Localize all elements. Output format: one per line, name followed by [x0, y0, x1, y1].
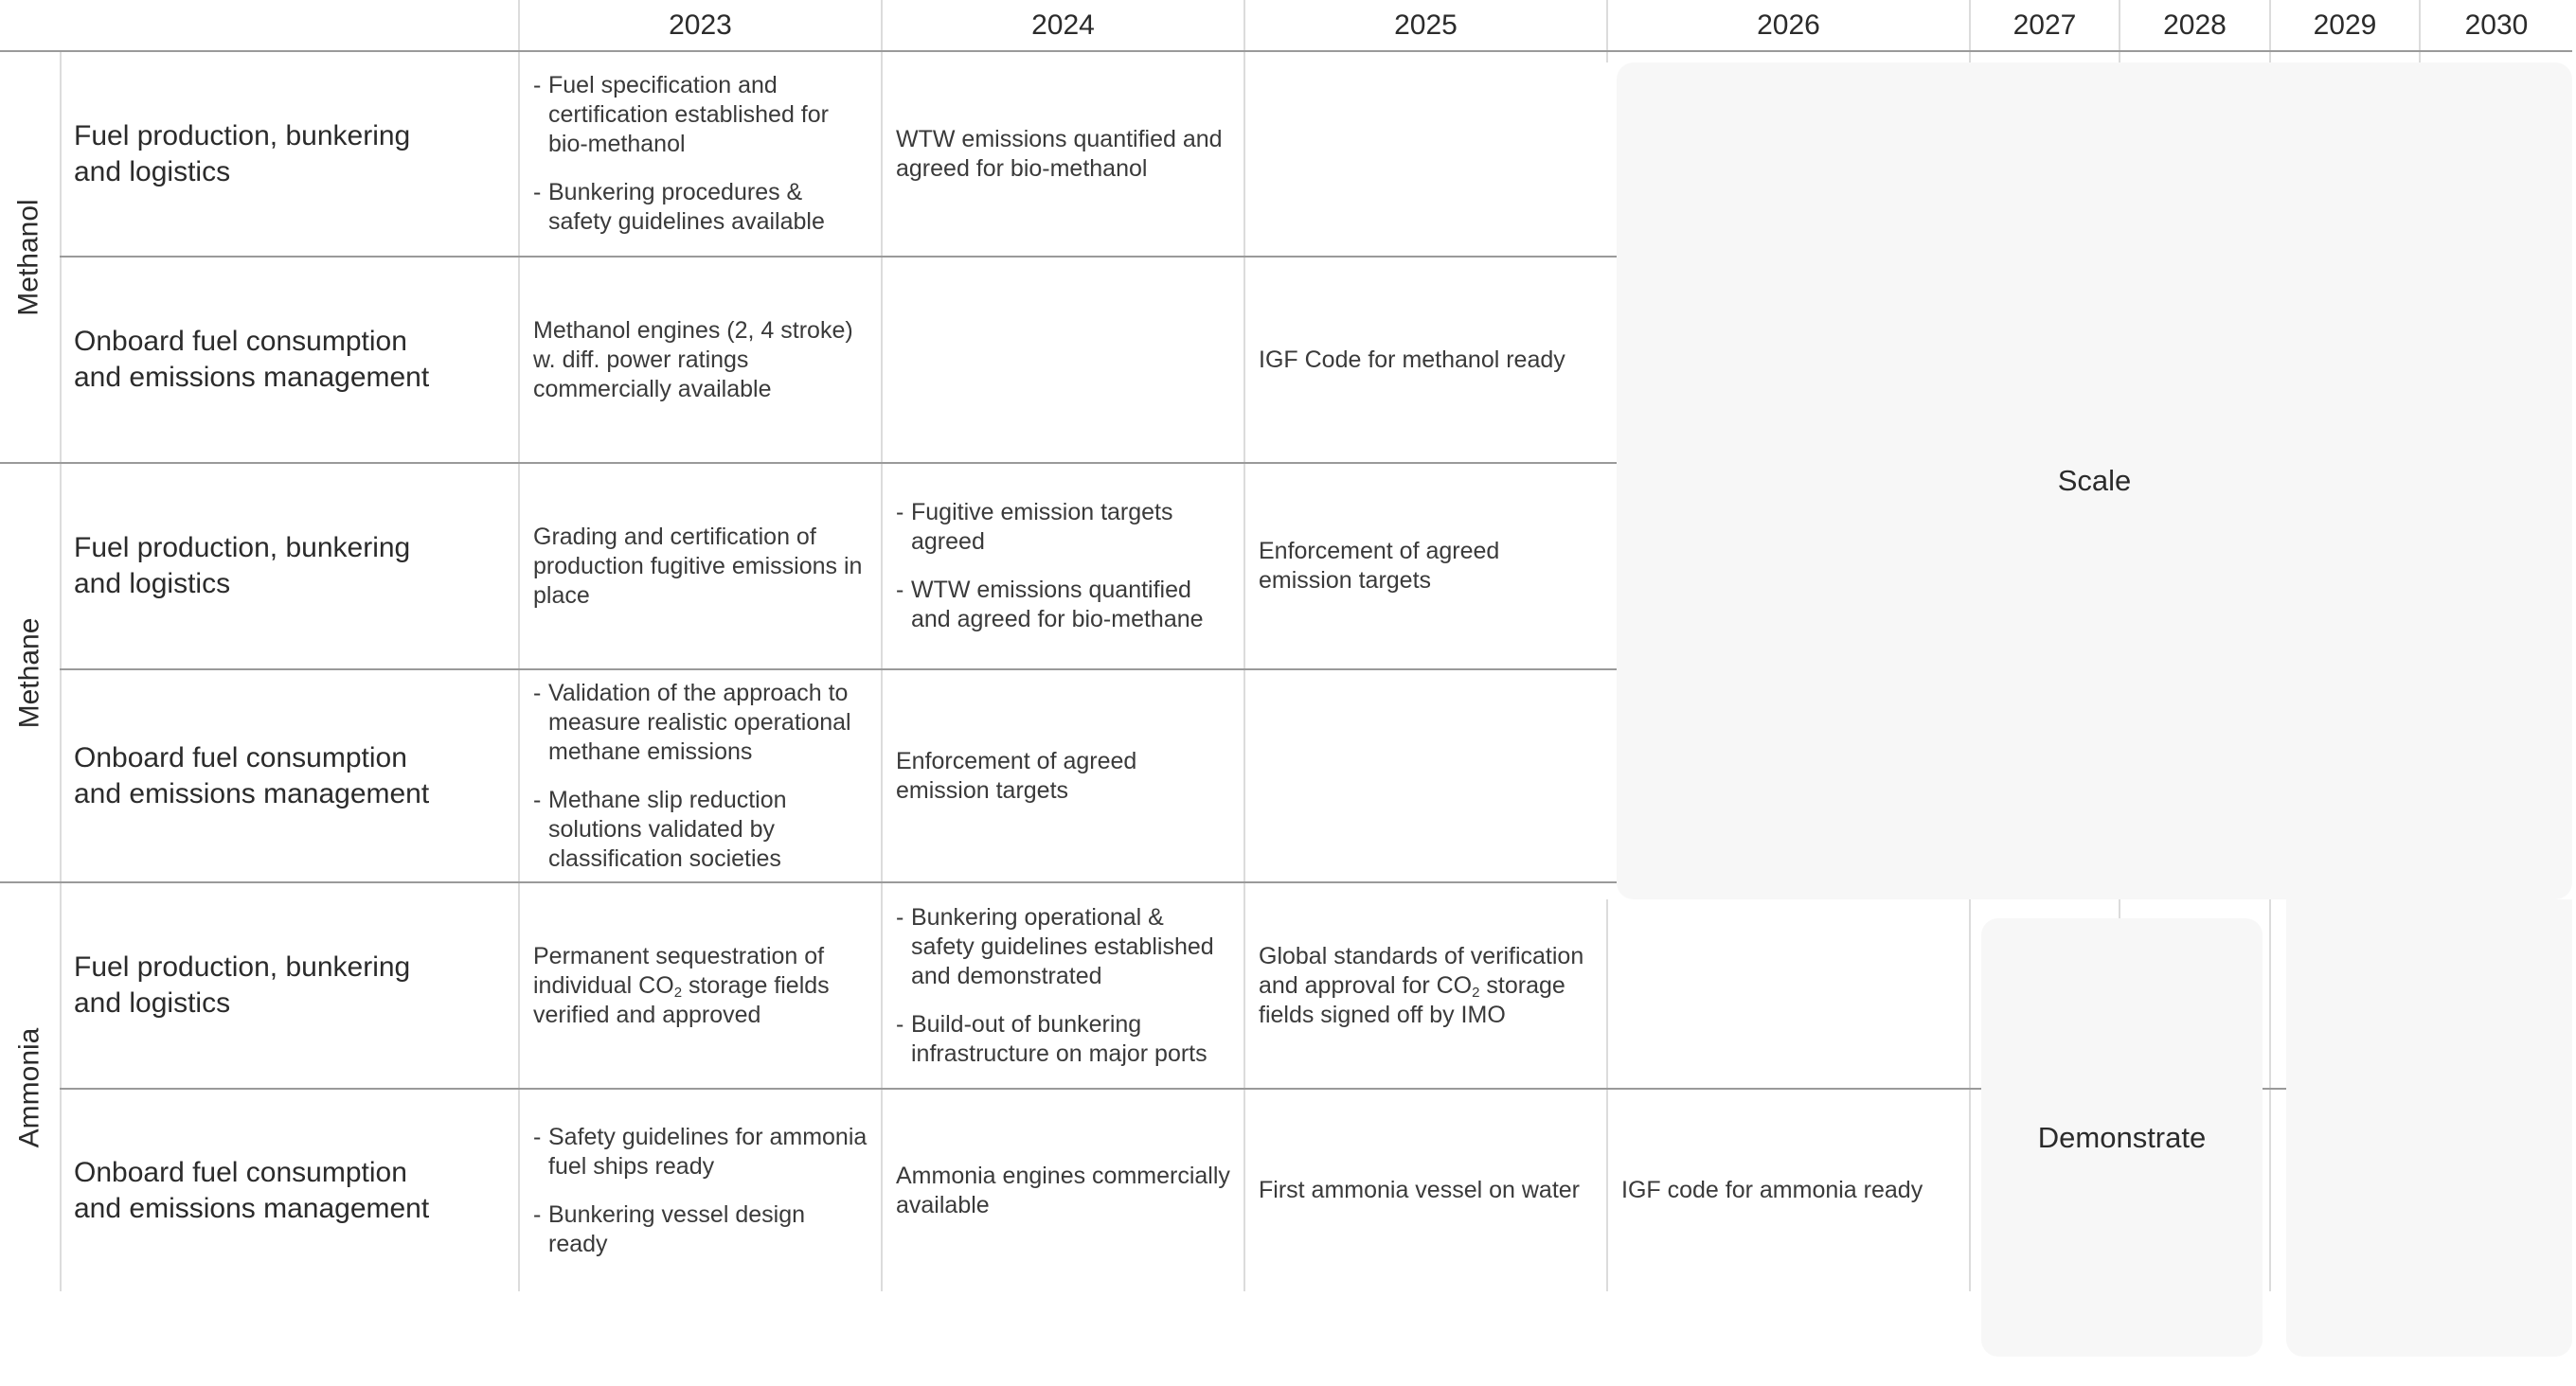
bullet-marker: -	[896, 499, 904, 525]
column-divider	[2269, 899, 2271, 1291]
milestone-cell	[883, 464, 1243, 668]
milestone-cell	[1245, 883, 1606, 1088]
milestone-cell	[1245, 258, 1606, 462]
cell-text-part: storage fields signed off by IMO	[1259, 971, 1565, 1028]
year-header-2030: 2030	[2464, 9, 2529, 41]
cell-text: Ammonia engines commercially available	[896, 1162, 1230, 1218]
row-label: Onboard fuel consumption and emissions management	[74, 1156, 430, 1224]
bullet-item	[533, 71, 868, 159]
row-divider	[2263, 1088, 2286, 1090]
bullet-item	[533, 786, 868, 874]
subscript: 2	[673, 984, 683, 1001]
bullet-item	[896, 498, 1230, 557]
bullet-text: WTW emissions quantified and agreed for bio-methane	[911, 577, 1204, 632]
bullet-text: Methane slip reduction solutions validated by classification societies	[548, 786, 787, 872]
year-header-2025: 2025	[1394, 9, 1458, 41]
milestone-cell	[520, 1090, 881, 1291]
bullet-marker: -	[533, 786, 542, 813]
group-label-methanol: Methanol	[13, 198, 45, 316]
bullet-marker: -	[896, 1010, 904, 1038]
milestone-cell	[883, 883, 1243, 1088]
row-label: Onboard fuel consumption and emissions management	[74, 326, 430, 393]
milestone-cell	[520, 464, 881, 668]
row-label: Onboard fuel consumption and emissions management	[74, 741, 430, 809]
cell-text: First ammonia vessel on water	[1259, 1177, 1581, 1203]
year-header-2024: 2024	[1031, 9, 1095, 41]
cell-text: IGF Code for methanol ready	[1259, 346, 1565, 373]
year-header-2029: 2029	[2313, 9, 2377, 41]
bullet-item	[533, 679, 868, 767]
group-label-methane: Methane	[13, 617, 45, 728]
bullet-item	[533, 1200, 868, 1259]
cell-text	[533, 942, 868, 1030]
bullet-item	[533, 1123, 868, 1182]
row-label: Fuel production, bunkering and logistics	[74, 532, 411, 599]
cell-text-part: Global standards of verification and approval for CO	[1259, 942, 1584, 999]
milestone-cell	[520, 258, 881, 462]
subscript: 2	[1472, 984, 1480, 1001]
year-header-2028: 2028	[2163, 9, 2227, 41]
scale-phase-label: Scale	[2057, 464, 2132, 497]
cell-text-part: Permanent sequestration of individual CO	[533, 942, 825, 999]
scale-phase-extension-panel	[2286, 899, 2572, 1357]
bullet-marker: -	[533, 679, 542, 706]
demonstrate-phase-panel	[1981, 918, 2263, 1357]
bullet-marker: -	[533, 72, 542, 98]
bullet-item	[533, 178, 868, 237]
milestone-cell	[1245, 464, 1606, 668]
row-label: Fuel production, bunkering and logistics	[74, 951, 411, 1019]
bullet-marker: -	[533, 1123, 542, 1150]
demonstrate-phase-label: Demonstrate	[2037, 1120, 2207, 1154]
milestone-cell	[1608, 883, 1969, 1088]
cell-text: IGF code for ammonia ready	[1621, 1177, 1923, 1203]
row-label: Fuel production, bunkering and logistics	[74, 119, 411, 187]
bullet-text: Fugitive emission targets agreed	[911, 499, 1173, 555]
cell-text	[1259, 942, 1593, 1030]
scale-phase-panel	[1617, 62, 2572, 899]
milestone-cell	[1245, 670, 1606, 881]
milestone-cell	[520, 883, 881, 1088]
bullet-text: Bunkering vessel design ready	[548, 1200, 805, 1257]
year-header-2027: 2027	[2012, 9, 2077, 41]
column-divider	[60, 51, 62, 1291]
bullet-marker: -	[896, 577, 904, 603]
cell-text: Methanol engines (2, 4 stroke) w. diff. power ratings commercially available	[533, 316, 853, 402]
bullet-item	[896, 576, 1230, 634]
milestone-cell	[883, 258, 1243, 462]
bullet-text: Fuel specification and certification established for bio-methanol	[548, 72, 829, 157]
bullet-marker: -	[533, 179, 542, 205]
bullet-marker: -	[533, 1200, 542, 1228]
bullet-marker: -	[896, 903, 904, 931]
milestone-cell	[520, 52, 881, 256]
cell-text: Grading and certification of production fugitive emissions in place	[533, 523, 863, 609]
bullet-item	[896, 1010, 1230, 1069]
cell-text: Enforcement of agreed emission targets	[896, 747, 1137, 804]
milestone-cell	[883, 1090, 1243, 1291]
bullet-item	[896, 903, 1230, 991]
cell-text: Enforcement of agreed emission targets	[1259, 538, 1500, 594]
year-header-2023: 2023	[669, 9, 732, 41]
milestone-cell	[1608, 1090, 1969, 1291]
milestone-cell	[520, 670, 881, 881]
bullet-text: Build-out of bunkering infrastructure on major ports	[911, 1010, 1208, 1067]
milestone-cell	[1245, 1090, 1606, 1291]
cell-text-part: storage fields verified and approved	[533, 971, 830, 1028]
bullet-text: Bunkering procedures & safety guidelines available	[548, 179, 825, 235]
milestone-cell	[883, 52, 1243, 256]
bullet-text: Bunkering operational & safety guidelines established and demonstrated	[911, 903, 1214, 989]
cell-text: WTW emissions quantified and agreed for bio-methanol	[896, 125, 1223, 182]
bullet-text: Safety guidelines for ammonia fuel ships ready	[548, 1123, 868, 1180]
year-header-2026: 2026	[1757, 9, 1820, 41]
milestone-cell	[1245, 52, 1606, 256]
column-divider	[1969, 899, 1971, 1291]
group-label-ammonia: Ammonia	[13, 1027, 45, 1147]
milestone-cell	[883, 670, 1243, 881]
column-divider	[2119, 899, 2120, 918]
bullet-text: Validation of the approach to measure realistic operational methane emissions	[548, 679, 851, 765]
